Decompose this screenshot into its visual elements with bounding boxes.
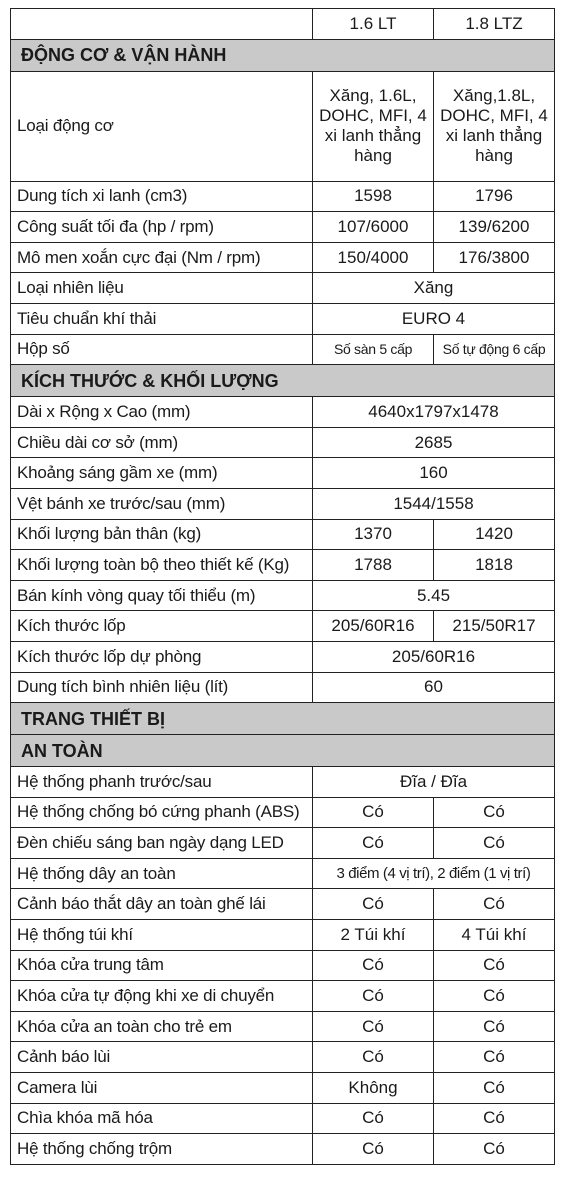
spec-value-ltz: Có — [434, 1134, 555, 1165]
spec-value-shared: 1544/1558 — [313, 488, 555, 519]
spec-label: Kích thước lốp — [11, 611, 313, 642]
section-title: AN TOÀN — [11, 735, 555, 767]
spec-row — [11, 1073, 555, 1104]
section-header-equipment — [11, 703, 555, 735]
spec-value-shared: 5.45 — [313, 580, 555, 611]
spec-value-lt: 205/60R16 — [313, 611, 434, 642]
spec-label: Hệ thống túi khí — [11, 920, 313, 951]
spec-label: Hệ thống phanh trước/sau — [11, 767, 313, 798]
spec-value-lt: Có — [313, 1011, 434, 1042]
spec-value-ltz: 1818 — [434, 550, 555, 581]
spec-row — [11, 889, 555, 920]
spec-row — [11, 950, 555, 981]
spec-value-ltz: Có — [434, 1073, 555, 1104]
spec-label: Hộp số — [11, 334, 313, 365]
spec-value-lt: 1788 — [313, 550, 434, 581]
spec-row — [11, 488, 555, 519]
spec-row — [11, 458, 555, 489]
spec-value-ltz: Có — [434, 950, 555, 981]
spec-label: Đèn chiếu sáng ban ngày dạng LED — [11, 828, 313, 859]
spec-value-lt: Có — [313, 1103, 434, 1134]
spec-value-lt: 2 Túi khí — [313, 920, 434, 951]
spec-row — [11, 672, 555, 703]
header-empty-cell — [11, 9, 313, 40]
spec-row — [11, 1042, 555, 1073]
spec-value-lt: Có — [313, 828, 434, 859]
spec-label: Bán kính vòng quay tối thiểu (m) — [11, 580, 313, 611]
spec-value-ltz: Có — [434, 1103, 555, 1134]
spec-value-lt: Có — [313, 981, 434, 1012]
spec-label: Chìa khóa mã hóa — [11, 1103, 313, 1134]
spec-label: Công suất tối đa (hp / rpm) — [11, 212, 313, 243]
spec-row — [11, 828, 555, 859]
spec-label: Tiêu chuẩn khí thải — [11, 303, 313, 334]
spec-row — [11, 242, 555, 273]
spec-row — [11, 767, 555, 798]
spec-label: Dung tích xi lanh (cm3) — [11, 181, 313, 212]
spec-row — [11, 858, 555, 889]
spec-value-shared: 160 — [313, 458, 555, 489]
spec-row — [11, 1134, 555, 1165]
spec-value-lt: Có — [313, 1134, 434, 1165]
spec-row — [11, 427, 555, 458]
spec-label: Chiều dài cơ sở (mm) — [11, 427, 313, 458]
spec-label: Loại nhiên liệu — [11, 273, 313, 304]
spec-label: Loại động cơ — [11, 71, 313, 181]
spec-value-lt: 1370 — [313, 519, 434, 550]
spec-value-lt: 1598 — [313, 181, 434, 212]
spec-row — [11, 611, 555, 642]
spec-value-ltz: 1796 — [434, 181, 555, 212]
spec-value-shared: 3 điểm (4 vị trí), 2 điểm (1 vị trí) — [313, 858, 555, 889]
spec-label: Mô men xoắn cực đại (Nm / rpm) — [11, 242, 313, 273]
spec-value-lt: Xăng, 1.6L, DOHC, MFI, 4 xi lanh thẳng hàng — [313, 71, 434, 181]
spec-value-ltz: 139/6200 — [434, 212, 555, 243]
spec-value-ltz: 1420 — [434, 519, 555, 550]
spec-row — [11, 641, 555, 672]
spec-row — [11, 1011, 555, 1042]
spec-value-ltz: 4 Túi khí — [434, 920, 555, 951]
spec-label: Hệ thống dây an toàn — [11, 858, 313, 889]
spec-value-shared: Xăng — [313, 273, 555, 304]
column-header-lt: 1.6 LT — [313, 9, 434, 40]
spec-label: Hệ thống chống bó cứng phanh (ABS) — [11, 797, 313, 828]
spec-value-lt: Có — [313, 1042, 434, 1073]
spec-value-lt: Số sàn 5 cấp — [313, 334, 434, 365]
spec-label: Cảnh báo lùi — [11, 1042, 313, 1073]
spec-value-shared: Đĩa / Đĩa — [313, 767, 555, 798]
spec-label: Khóa cửa trung tâm — [11, 950, 313, 981]
spec-value-ltz: 215/50R17 — [434, 611, 555, 642]
section-title: KÍCH THƯỚC & KHỐI LƯỢNG — [11, 365, 555, 397]
section-title: ĐỘNG CƠ & VẬN HÀNH — [11, 39, 555, 71]
section-header-safety — [11, 735, 555, 767]
spec-row — [11, 181, 555, 212]
spec-value-ltz: Số tự động 6 cấp — [434, 334, 555, 365]
spec-row — [11, 550, 555, 581]
spec-row — [11, 1103, 555, 1134]
spec-label: Camera lùi — [11, 1073, 313, 1104]
spec-value-ltz: Có — [434, 889, 555, 920]
spec-value-shared: 205/60R16 — [313, 641, 555, 672]
header-row — [11, 9, 555, 40]
spec-label: Khóa cửa an toàn cho trẻ em — [11, 1011, 313, 1042]
spec-value-lt: 150/4000 — [313, 242, 434, 273]
spec-label: Khối lượng toàn bộ theo thiết kế (Kg) — [11, 550, 313, 581]
spec-value-ltz: Có — [434, 981, 555, 1012]
spec-value-lt: 107/6000 — [313, 212, 434, 243]
spec-value-shared: 4640x1797x1478 — [313, 397, 555, 428]
spec-label: Hệ thống chống trộm — [11, 1134, 313, 1165]
spec-value-ltz: Có — [434, 1011, 555, 1042]
spec-row — [11, 397, 555, 428]
spec-value-ltz: Có — [434, 828, 555, 859]
spec-row — [11, 797, 555, 828]
spec-label: Khoảng sáng gầm xe (mm) — [11, 458, 313, 489]
spec-table — [10, 8, 555, 1165]
spec-row — [11, 303, 555, 334]
section-header-engine — [11, 39, 555, 71]
spec-label: Dung tích bình nhiên liệu (lít) — [11, 672, 313, 703]
spec-value-ltz: Có — [434, 797, 555, 828]
spec-label: Kích thước lốp dự phòng — [11, 641, 313, 672]
spec-value-ltz: Xăng,1.8L, DOHC, MFI, 4 xi lanh thẳng hàng — [434, 71, 555, 181]
spec-label: Vệt bánh xe trước/sau (mm) — [11, 488, 313, 519]
spec-value-lt: Không — [313, 1073, 434, 1104]
section-header-dimensions — [11, 365, 555, 397]
spec-label: Dài x Rộng x Cao (mm) — [11, 397, 313, 428]
spec-row — [11, 580, 555, 611]
spec-row — [11, 273, 555, 304]
spec-row — [11, 920, 555, 951]
spec-value-shared: 60 — [313, 672, 555, 703]
spec-row — [11, 519, 555, 550]
section-title: TRANG THIẾT BỊ — [11, 703, 555, 735]
spec-label: Cảnh báo thắt dây an toàn ghế lái — [11, 889, 313, 920]
spec-row — [11, 334, 555, 365]
spec-value-shared: 2685 — [313, 427, 555, 458]
spec-value-lt: Có — [313, 797, 434, 828]
spec-table-body — [11, 9, 555, 1165]
spec-value-shared: EURO 4 — [313, 303, 555, 334]
spec-value-ltz: Có — [434, 1042, 555, 1073]
spec-value-lt: Có — [313, 950, 434, 981]
spec-value-ltz: 176/3800 — [434, 242, 555, 273]
spec-row — [11, 71, 555, 181]
spec-row — [11, 212, 555, 243]
column-header-ltz: 1.8 LTZ — [434, 9, 555, 40]
spec-label: Khóa cửa tự động khi xe di chuyển — [11, 981, 313, 1012]
spec-label: Khối lượng bản thân (kg) — [11, 519, 313, 550]
spec-value-lt: Có — [313, 889, 434, 920]
spec-row — [11, 981, 555, 1012]
